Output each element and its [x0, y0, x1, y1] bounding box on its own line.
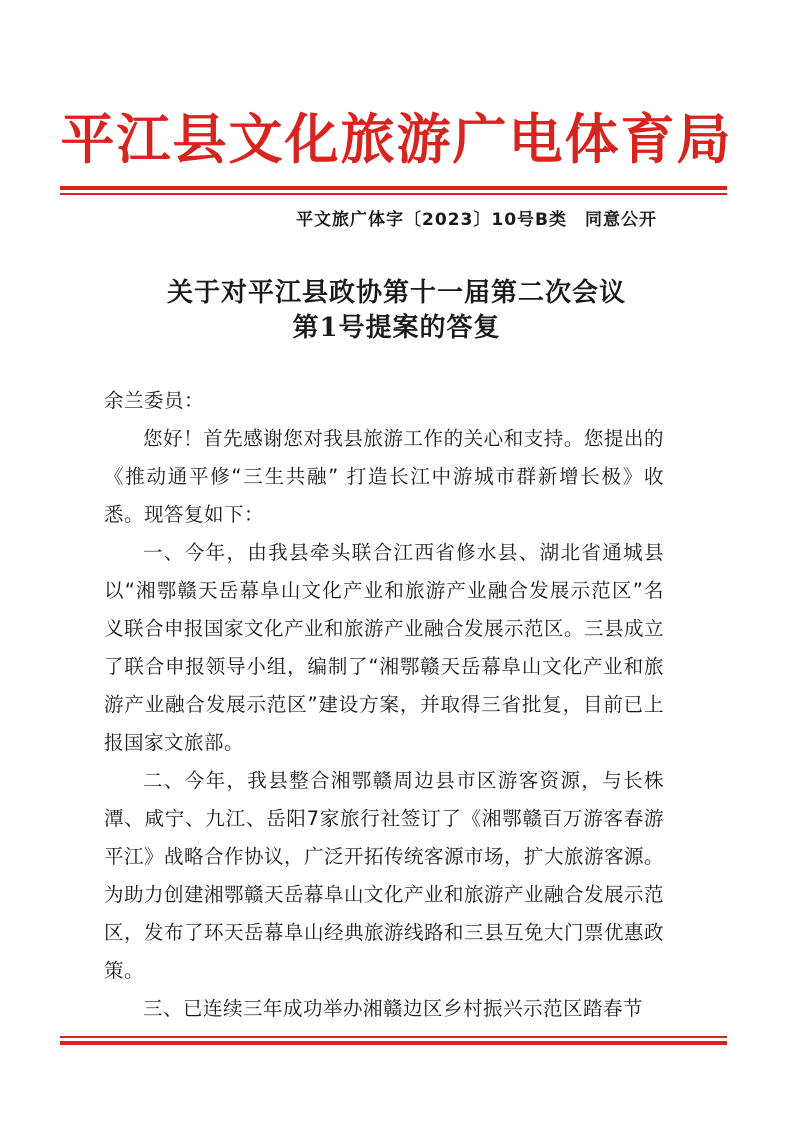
body-paragraph: 您好！首先感谢您对我县旅游工作的关心和支持。您提出的《推动通平修“三生共融” 打造长江中游城市群新增长极》收悉。现答复如下： — [104, 427, 664, 526]
header-rule-thin — [60, 193, 727, 195]
salutation: 余兰委员： — [104, 389, 205, 412]
footer-rule-thick — [60, 1041, 727, 1045]
body-paragraph: 二、今年，我县整合湘鄂赣周边县市区游客资源，与长株潭、咸宁、九江、岳阳7家旅行社签订了《湘鄂赣百万游客春游平江》战略合作协议，广泛开拓传统客源市场，扩大旅游客源。为助力创建湘鄂赣天岳幕阜山文化产业和旅游产业融合发展示范区，发布了环天岳幕阜山经典旅游线路和三县互免大门票优惠政策。 — [104, 769, 665, 982]
document-title-line-2: 第1号提案的答复 — [292, 313, 501, 343]
body-paragraph: 三、已连续三年成功举办湘赣边区乡村振兴示范区踏春节 — [143, 997, 644, 1020]
document-title-line-1: 关于对平江县政协第十一届第二次会议 — [166, 278, 626, 308]
document-number: 平文旅广体字〔2023〕10号B类 同意公开 — [296, 210, 657, 230]
footer-rule-thin — [60, 1036, 727, 1038]
issuing-authority-title: 平江县文化旅游广电体育局 — [60, 107, 733, 171]
body-paragraph: 一、今年，由我县牵头联合江西省修水县、湖北省通城县以“湘鄂赣天岳幕阜山文化产业和旅游产业融合发展示范区”名义联合申报国家文化产业和旅游产业融合发展示范区。三县成立了联合申报领导小组，编制了“湘鄂赣天岳幕阜山文化产业和旅游产业融合发展示范区”建设方案，并取得三省批复，目前已上报国家文旅部。 — [104, 541, 665, 754]
header-rule-thick — [60, 186, 727, 190]
reply-body — [104, 382, 664, 1028]
